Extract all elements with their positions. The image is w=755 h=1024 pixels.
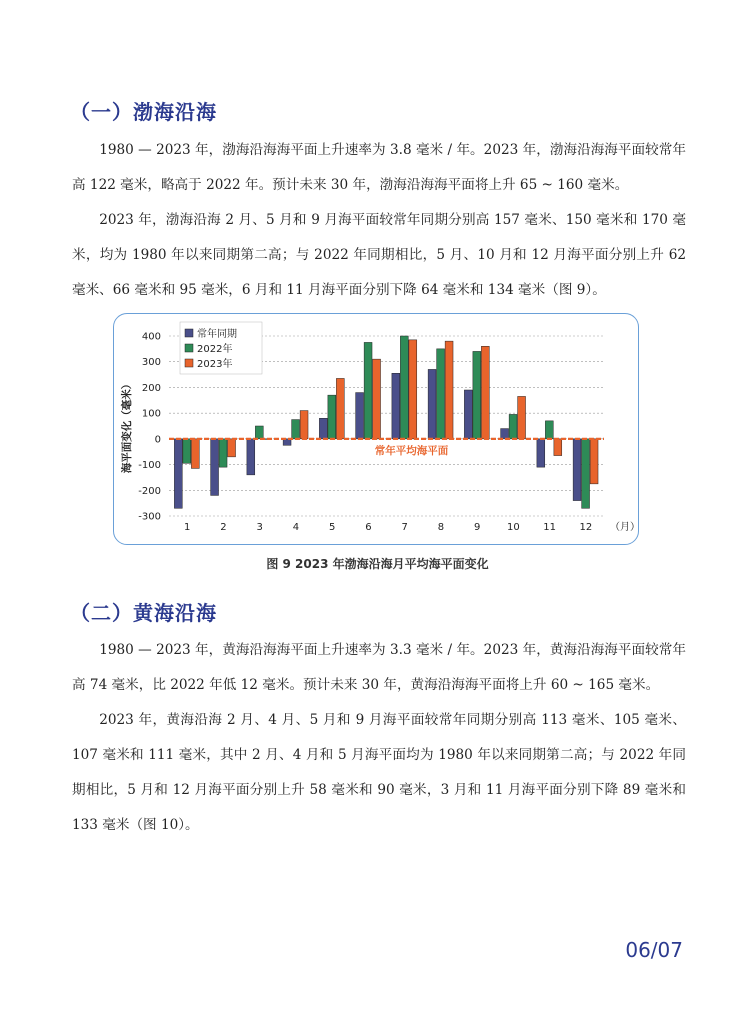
x-tick-label: 6: [365, 522, 372, 533]
x-tick-label: 10: [507, 522, 520, 533]
legend-entry: 2023年: [197, 359, 233, 370]
reference-line-label: 常年平均海平面: [374, 444, 449, 457]
x-tick-label: 9: [473, 522, 481, 533]
bar-2022年-10: [509, 414, 517, 438]
bar-2023年-7: [409, 340, 417, 439]
x-tick-label: 12: [579, 522, 593, 533]
y-axis-label: 海平面变化（毫米）: [121, 378, 133, 474]
bar-常年同期-9: [464, 390, 472, 439]
x-tick-label: 8: [437, 522, 445, 533]
x-tick-label: 4: [292, 522, 300, 533]
bar-常年同期-2: [211, 439, 219, 496]
bar-2023年-11: [554, 439, 562, 456]
x-axis-unit: （月）: [610, 522, 637, 533]
figure-caption: 图 9 2023 年渤海沿海月平均海平面变化: [266, 557, 489, 571]
paragraph-bohai-2: 2023 年，渤海沿海 2 月、5 月和 9 月海平面较常年同期分别高 157 毫米、150 毫米和 170 毫米，均为 1980 年以来同期第二高；与 2022 年同期相比，5 月、10 月和 12 月海平面分别上升 62 毫米、66 毫米和 95 毫米，6 月和 11 月海平面分别下降 64 毫米和 134 毫米（图 9）。: [72, 212, 686, 298]
x-tick-label: 5: [328, 522, 336, 533]
bar-常年同期-3: [247, 439, 255, 475]
legend-entry: 常年同期: [197, 329, 237, 340]
y-tick-label: -200: [138, 485, 161, 497]
bar-2022年-3: [255, 426, 263, 439]
bar-常年同期-10: [501, 429, 509, 439]
bar-2023年-4: [300, 411, 308, 439]
paragraph-huanghai-2: 2023 年，黄海沿海 2 月、4 月、5 月和 9 月海平面较常年同期分别高 113 毫米、105 毫米、107 毫米和 111 毫米，其中 2 月、4 月和 5 月海平面均为 1980 年以来同期第二高；与 2022 年同期相比，5 月和 12 月海平面分别上升 58 毫米和 90 毫米，3 月和 11 月海平面分别下降 89 毫米和 133 毫米（图 10）。: [72, 712, 686, 833]
legend-swatch: [185, 329, 193, 337]
bar-2023年-2: [228, 439, 236, 457]
y-tick-label: -300: [138, 511, 161, 523]
paragraph-huanghai-1: 1980 — 2023 年，黄海沿海海平面上升速率为 3.3 毫米 / 年。2023 年，黄海沿海海平面较常年高 74 毫米，比 2022 年低 12 毫米。预计未来 30 年，黄海沿海海平面将上升 60 ~ 165 毫米。: [72, 642, 686, 693]
bar-2022年-6: [364, 342, 372, 438]
bar-常年同期-12: [573, 439, 581, 501]
bar-2023年-1: [191, 439, 199, 469]
legend-entry: 2022年: [197, 344, 233, 355]
bar-常年同期-11: [537, 439, 545, 467]
section-heading-bohai: （一）渤海沿海: [70, 100, 217, 124]
bar-2022年-5: [328, 395, 336, 439]
bar-常年同期-5: [319, 418, 327, 439]
bar-2022年-7: [400, 336, 408, 439]
bar-常年同期-6: [356, 393, 364, 439]
section-heading-huanghai: （二）黄海沿海: [70, 601, 217, 625]
bar-2022年-1: [183, 439, 191, 463]
chart-container: [113, 313, 639, 545]
bar-2023年-6: [373, 359, 381, 439]
bar-2022年-4: [292, 420, 300, 439]
bar-2023年-9: [481, 346, 489, 439]
y-tick-label: 400: [141, 331, 161, 343]
y-tick-label: 300: [141, 357, 161, 369]
paragraph-bohai-1: 1980 — 2023 年，渤海沿海海平面上升速率为 3.8 毫米 / 年。2023 年，渤海沿海海平面较常年高 122 毫米，略高于 2022 年。预计未来 30 年，渤海沿海海平面将上升 65 ~ 160 毫米。: [72, 142, 686, 193]
x-tick-label: 2: [220, 522, 227, 533]
bar-常年同期-7: [392, 373, 400, 439]
legend-swatch: [185, 359, 193, 367]
bar-2023年-10: [518, 396, 526, 438]
sea-level-bar-chart: [114, 314, 637, 543]
bar-2023年-5: [336, 378, 344, 438]
x-tick-label: 11: [543, 522, 556, 533]
x-tick-label: 7: [401, 522, 408, 533]
x-tick-label: 3: [256, 522, 263, 533]
x-tick-label: 1: [183, 522, 191, 533]
legend-swatch: [185, 344, 193, 352]
bar-2023年-12: [590, 439, 598, 484]
bar-2022年-2: [219, 439, 227, 467]
bar-2022年-12: [582, 439, 590, 508]
bar-2022年-9: [473, 351, 481, 438]
page-number: 06/07: [625, 938, 683, 962]
bar-2023年-8: [445, 341, 453, 439]
y-tick-label: -100: [138, 460, 161, 472]
bar-2022年-8: [437, 349, 445, 439]
y-tick-label: 200: [141, 382, 161, 394]
bar-常年同期-8: [428, 369, 436, 438]
bar-2022年-11: [545, 421, 553, 439]
bar-常年同期-1: [174, 439, 182, 508]
y-tick-label: 0: [154, 434, 161, 446]
y-tick-label: 100: [141, 408, 161, 420]
